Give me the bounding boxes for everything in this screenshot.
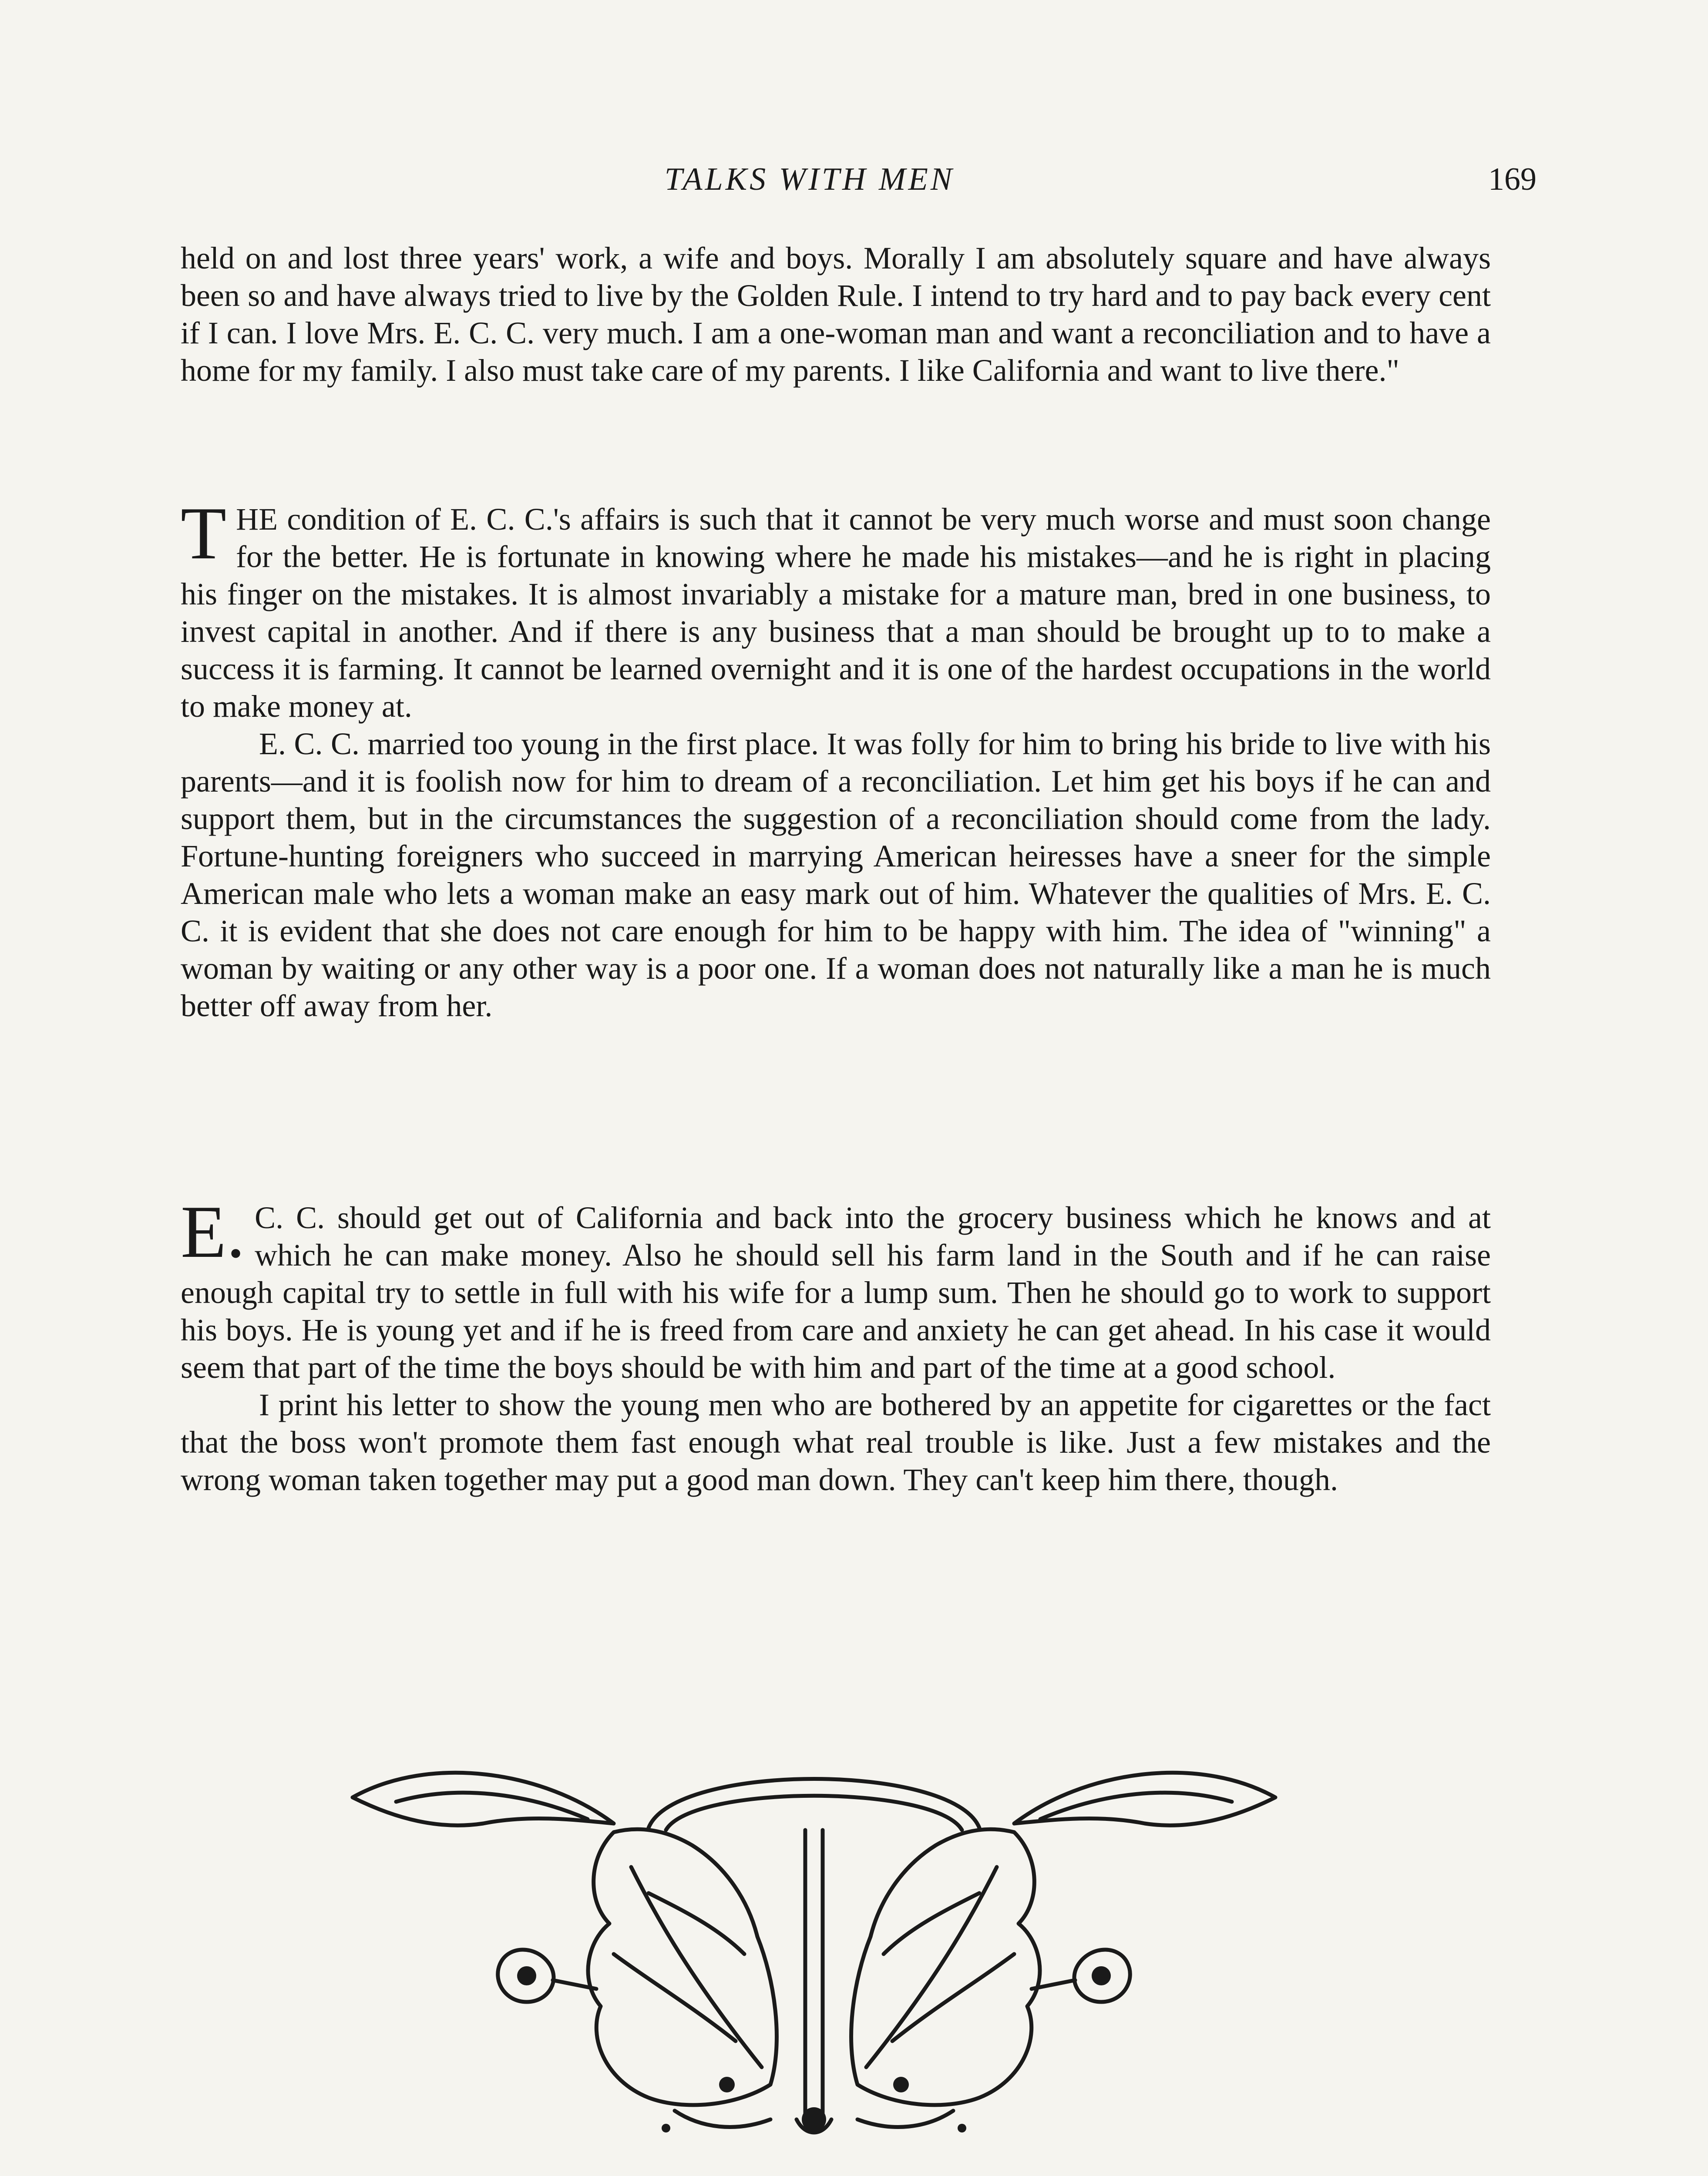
dropcap-t: T	[181, 492, 227, 575]
running-head-title: TALKS WITH MEN	[664, 161, 955, 197]
section-two-paragraph-1-text: C. C. should get out of California and back into the grocery business which he knows and at which he can make money. Also he should sell his farm land in the South and if he can raise enough capital try to settle in full with his wife for a lump sum. Then he should go to work to support his boys. He is young yet and if he is freed from care and anxiety he can get ahead. In his case it would seem that part of the time the boys should be with him and part of the time at a good school.	[181, 1200, 1491, 1385]
dropcap-e: E.	[181, 1191, 245, 1273]
section-one-paragraph-1-text: HE condition of E. C. C.'s affairs is such that it cannot be very much worse and must soon change for the better. He is fortunate in knowing where he made his mistakes—and he is right in placing his finger on the mistakes. It is almost invariably a mistake for a mature man, bred in one business, to invest capital in another. And if there is any business that a man should be brought up to to make a success it is farming. It cannot be learned overnight and it is one of the hardest occupations in the world to make money at.	[181, 502, 1491, 724]
section-one	[181, 492, 1491, 1024]
section-two-paragraph-1	[181, 1191, 1491, 1386]
section-two	[181, 1191, 1491, 1498]
floral-tailpiece-icon	[344, 1736, 1284, 2172]
page-number: 169	[1488, 161, 1537, 197]
section-one-paragraph-1	[181, 492, 1491, 725]
running-head	[0, 161, 1708, 213]
section-one-paragraph-2: E. C. C. married too young in the first place. It was folly for him to bring his bride to live with his parents—and it is foolish now for him to dream of a reconciliation. Let him get his boys if he can and support them, but in the circumstances the suggestion of a reconciliation should come from the lady. Fortune-hunting foreigners who succeed in marrying American heiresses have a sneer for the simple American male who lets a woman make an easy mark out of him. Whatever the qualities of Mrs. E. C. C. it is evident that she does not care enough for him to be happy with him. The idea of "winning" a woman by waiting or any other way is a poor one. If a woman does not naturally like a man he is much better off away from her.	[181, 726, 1491, 1023]
letter-paragraph: held on and lost three years' work, a wife and boys. Morally I am absolutely square and have always been so and have always tried to live by the Golden Rule. I intend to try hard and to pay back every cent if I can. I love Mrs. E. C. C. very much. I am a one-woman man and want a reconciliation and to have a home for my family. I also must take care of my parents. I like California and want to live there."	[181, 241, 1491, 388]
letter-excerpt	[181, 239, 1491, 389]
section-two-paragraph-2: I print his letter to show the young men who are bothered by an appetite for cigarettes or the fact that the boss won't promote them fast enough what real trouble is like. Just a few mistakes and the wrong woman taken together may put a good man down. They can't keep him there, though.	[181, 1387, 1491, 1497]
